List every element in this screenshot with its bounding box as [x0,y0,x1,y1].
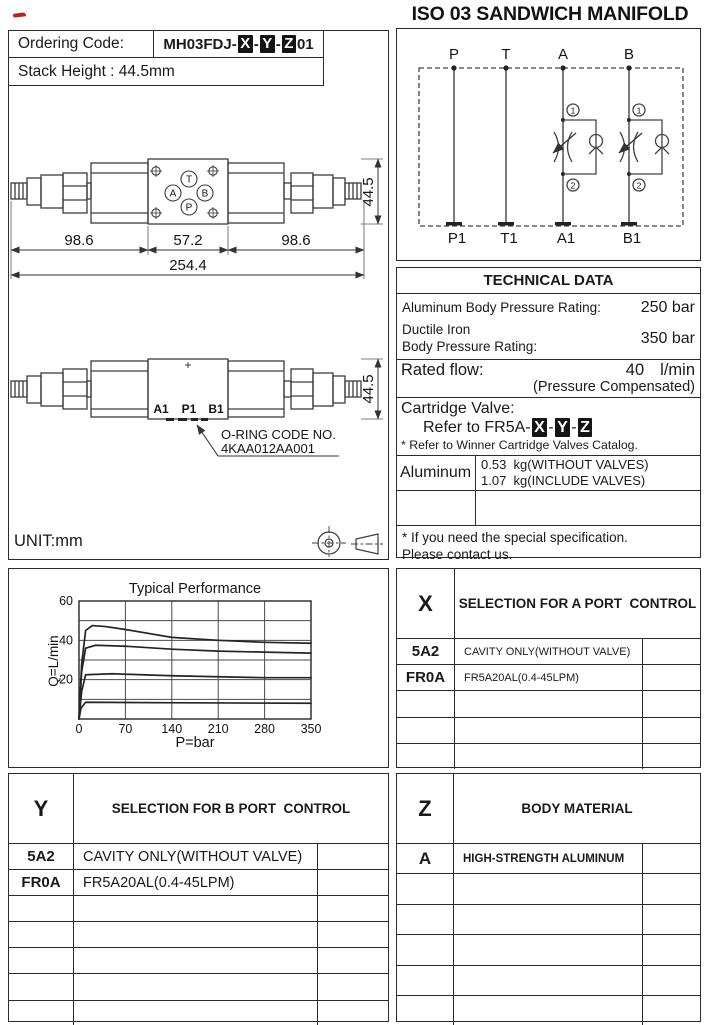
x-table-header [397,569,700,639]
node-2-marker: 2 [570,180,576,191]
y-selection-table [8,773,389,1022]
table-row [397,690,700,716]
ordering-code-value [154,31,324,58]
table-row: 5A2 CAVITY ONLY(WITHOUT VALVE) [397,639,700,664]
z-selection-table [396,773,701,1022]
weight-row-empty [397,490,700,525]
flow-control-valve-a [553,104,603,191]
oring-code-line2: 4KAA012AA001 [221,441,315,456]
rated-flow-note: (Pressure Compensated) [533,379,695,395]
chart-ylabel: Q=L/min [46,635,61,687]
port-t-label: T [185,174,193,186]
table-row: 5A2 CAVITY ONLY(WITHOUT VALVE) [9,844,388,869]
x-tick-label: 280 [254,722,276,736]
table-row [9,895,388,921]
dim-center: 57.2 [173,232,203,249]
schematic-port-b: B [623,46,635,63]
z-table-code: Z [397,774,454,843]
x-tick-label: 210 [207,722,229,736]
svg-text:2: 2 [636,180,642,191]
schematic-port-a: A [557,46,569,63]
x-selection-table [396,568,701,768]
y-table-header [9,774,388,844]
chart-title: Typical Performance [128,581,262,597]
dim-total: 254.4 [169,257,207,274]
flow-curve-setting-23lpm [79,674,311,719]
table-row: FR0A FR5A20AL(0.4-45LPM) [397,664,700,690]
schematic-port-t1: T1 [500,230,518,247]
port-p-label: P [185,202,193,214]
pressure-ratings [397,294,700,360]
cartridge-note: * Refer to Winner Cartridge Valves Catalog. [401,438,638,453]
weight-material: Aluminum [397,456,476,490]
node-1-marker: 1 [570,105,576,116]
x-tick-label: 70 [118,722,133,736]
flow-curve-setting-37lpm [79,645,311,719]
label-a1: A1 [153,402,169,416]
table-row [397,873,700,903]
code-suffix: 01 [296,35,314,53]
hydraulic-schematic-panel [396,28,701,261]
y-table-code: Y [9,774,74,843]
ductile-pressure-value: 350 bar [640,330,695,347]
performance-chart-panel [8,568,389,768]
page-title: ISO 03 SANDWICH MANIFOLD [411,3,689,25]
table-row [397,743,700,769]
table-row [397,995,700,1025]
flow-control-valve-b [619,104,669,191]
hydraulic-schematic [397,29,699,259]
table-row [397,934,700,964]
svg-text:44.5: 44.5 [360,374,377,404]
performance-chart [9,569,386,765]
table-row [397,965,700,995]
technical-data-title: TECHNICAL DATA [397,268,700,294]
stack-height: Stack Height : 44.5mm [9,58,324,86]
schematic-port-p1: P1 [447,230,467,247]
manifold-technical-drawing [9,31,386,557]
port-b-label: B [201,188,209,200]
x-tick-label: 140 [161,722,183,736]
cartridge-valve-info [397,398,700,456]
dimension-panel [8,30,389,560]
y-tick-label: 40 [59,633,73,648]
label-p1: P1 [181,402,197,416]
schematic-port-p: P [448,46,460,63]
code-dash: - [275,35,281,53]
rated-flow-label: Rated flow: [401,361,484,379]
table-row [9,947,388,973]
x-tick-label: 350 [300,722,322,736]
ductile-pressure-label: Ductile Iron Body Pressure Rating: [402,322,538,354]
aluminum-pressure-label: Aluminum Body Pressure Rating: [402,300,601,315]
dim-left: 98.6 [64,232,94,249]
label-b1: B1 [208,402,224,416]
special-spec-note: * If you need the special specification. Please contact us. [402,530,628,562]
table-row [9,1000,388,1025]
table-row [397,904,700,934]
svg-text:1: 1 [636,105,642,116]
flow-curve-setting-8lpm [79,702,311,719]
cartridge-label: Cartridge Valve: [401,400,515,417]
dim-height-top [360,159,383,224]
rated-flow-unit: l/min [660,361,695,379]
chart-xlabel: P=bar [175,735,215,751]
x-tick-label: 0 [75,722,83,736]
oring-callout [166,418,339,456]
rated-flow-value: 40 [625,361,645,379]
manifold-boundary [419,68,683,226]
dim-height-front [360,359,383,419]
port-labels-top-view [165,171,213,215]
code-box-z: Z [282,35,296,53]
weight-table [397,456,700,526]
schematic-port-t: T [501,46,511,63]
ordering-code-label: Ordering Code: [9,31,154,58]
x-table-title: SELECTION FOR A PORT CONTROL [458,596,697,611]
code-prefix: MH03FDJ- [163,35,237,53]
red-pen-mark [13,12,26,18]
flow-lines [454,68,629,223]
weight-row-aluminum [397,456,700,490]
schematic-port-b1: B1 [622,230,642,247]
y-table-title: SELECTION FOR B PORT CONTROL [111,801,351,816]
port-a-label: A [169,188,177,200]
aluminum-pressure-value: 250 bar [640,298,695,316]
weight-values: 0.53 kg(WITHOUT VALVES) 1.07 kg(INCLUDE VALVES) [481,457,649,488]
code-box-x: X [238,35,253,53]
port-labels-front-view [153,402,224,416]
z-table-header [397,774,700,844]
unit-note: UNIT:mm [14,532,83,550]
cartridge-reference: Refer to FR5A- X - Y - Z [423,418,696,437]
dim-right: 98.6 [281,232,311,249]
table-row [9,921,388,947]
projection-symbol-icon [312,526,383,557]
y-tick-label: 60 [59,594,73,608]
svg-text:44.5: 44.5 [360,177,377,207]
schematic-port-a1: A1 [556,230,576,247]
technical-data-panel [396,267,701,562]
port-nodes [446,65,637,225]
mounting-holes [150,165,219,219]
table-row [9,973,388,999]
rated-flow [397,360,700,398]
code-dash: - [253,35,259,53]
table-row [397,717,700,743]
y-tick-label: 20 [59,672,73,687]
x-table-code: X [397,569,455,638]
z-table-title: BODY MATERIAL [521,801,633,816]
table-row: A HIGH-STRENGTH ALUMINUM [397,844,700,873]
oring-code-line1: O-RING CODE NO. [221,427,336,442]
code-box-y: Y [260,35,275,53]
table-row: FR0A FR5A20AL(0.4-45LPM) [9,869,388,895]
flow-curve-setting-45lpm [79,626,311,719]
